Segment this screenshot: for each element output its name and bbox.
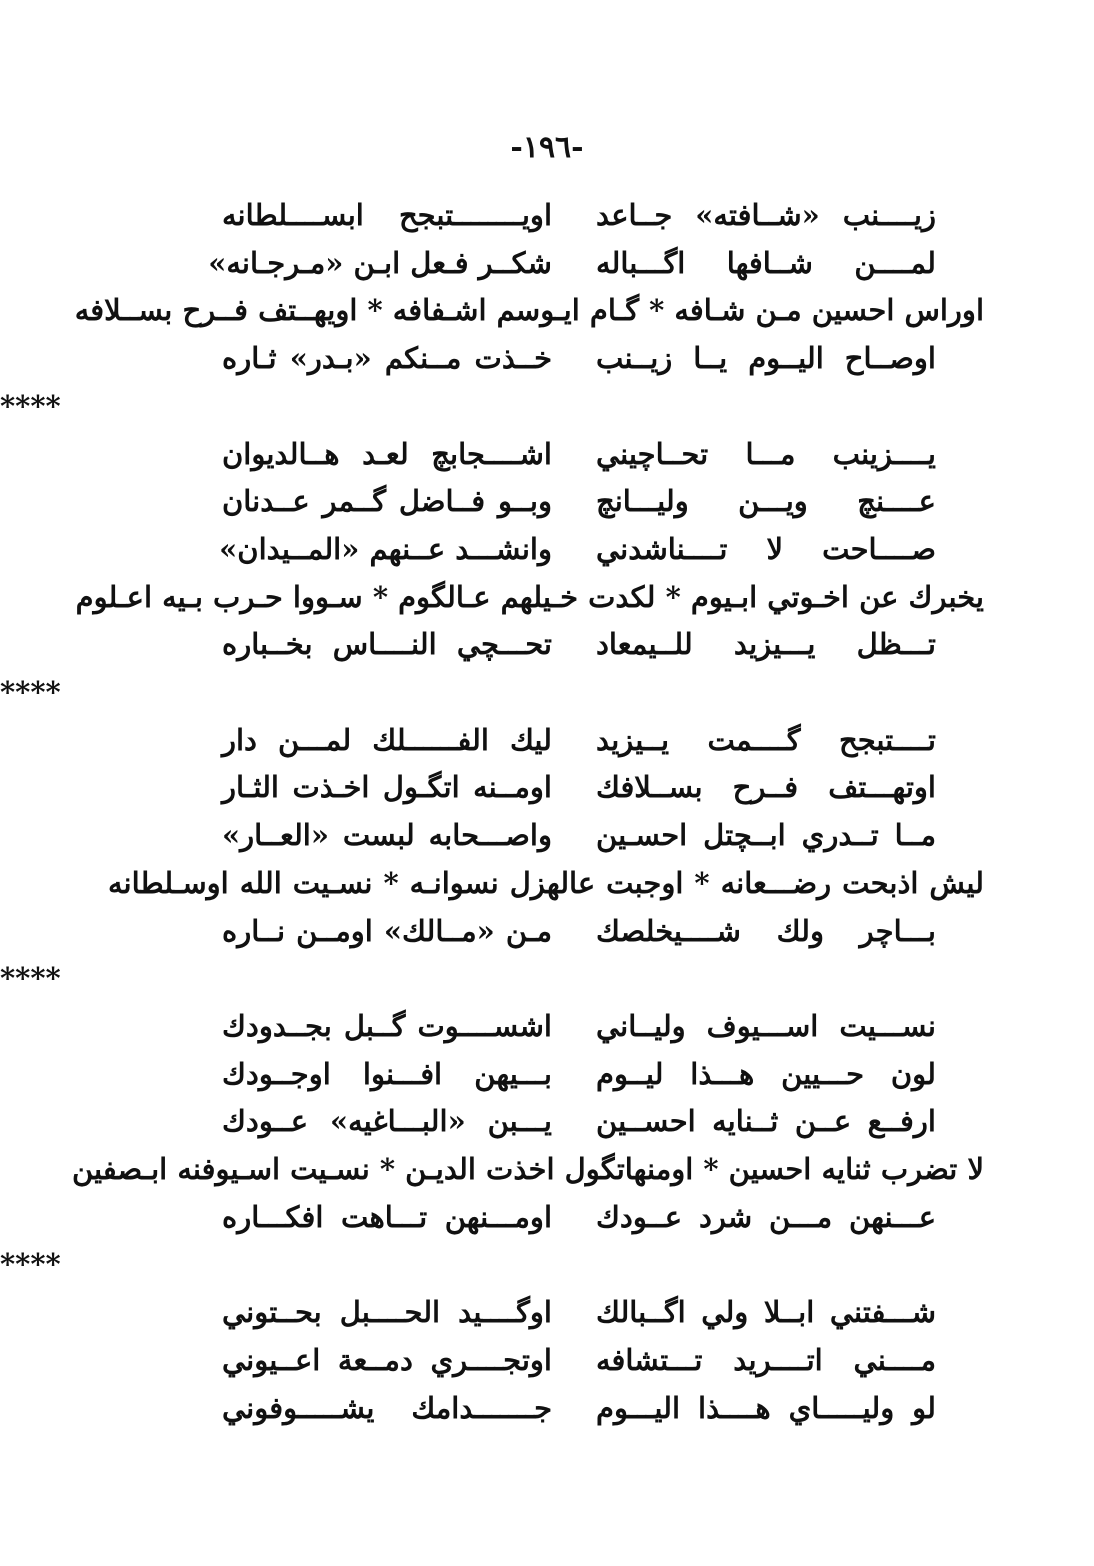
verse-second-hemistich: اومــنه اتگـول اخـذت الثـار [222, 770, 552, 804]
verse-second-hemistich: وبــو فــاضل گــمر عــدنان [222, 484, 552, 518]
verse-second-hemistich: واصـــحابه لبست «العــار» [222, 818, 552, 852]
verse-first-hemistich: صــــاحت لا تــــناشدني [596, 532, 936, 566]
verse-couplet [0, 1343, 1094, 1393]
verse-second-hemistich: وانشـــد عــنهم «المــيدان» [219, 532, 552, 566]
verse-wide-text: يخبرك عن اخـوتي ابـيوم * لكدت خـيلهم عـالگوم * سـووا حـرب بـيه اعـلوم [75, 580, 984, 614]
verse-second-hemistich: مـن «مــالك» اومــن نــاره [222, 914, 552, 948]
verse-wide-line [0, 866, 1094, 916]
verse-first-hemistich: زيــــنب «شــافته» جــاعد [596, 198, 936, 232]
verse-first-hemistich: شـــفتني ابــلا ولي اگــبالك [596, 1295, 936, 1329]
verse-first-hemistich: مــــني اتــــريد تـــتشافه [596, 1343, 936, 1377]
verse-couplet [0, 1295, 1094, 1345]
verse-first-hemistich: اوتهـــتف فــرح بســلافك [596, 770, 936, 804]
verse-couplet [0, 198, 1094, 248]
separator-asterisks: **** [0, 675, 61, 709]
stanza-separator [0, 389, 1094, 439]
verse-second-hemistich: ليك الفــــــلك لمـــن دار [222, 723, 552, 757]
verse-second-hemistich: اشــــجابچ لعـد هــالديوان [222, 437, 552, 471]
verse-couplet [0, 1057, 1094, 1107]
verse-second-hemistich: بـــيهن افـــنوا اوجــودك [222, 1057, 552, 1091]
verse-first-hemistich: عـــنهن مـــن شرد عــودك [596, 1200, 936, 1234]
verse-couplet [0, 770, 1094, 820]
verse-couplet [0, 723, 1094, 773]
verse-first-hemistich: ارفــع عــن ثــنايه احســين [596, 1104, 936, 1138]
page-number: -١٩٦- [510, 130, 584, 165]
verse-couplet [0, 532, 1094, 582]
verse-first-hemistich: يــــزينب مـــا تحــاچيني [596, 437, 936, 471]
verse-wide-line [0, 293, 1094, 343]
verse-couplet [0, 914, 1094, 964]
stanza-separator [0, 961, 1094, 1011]
verse-couplet [0, 484, 1094, 534]
separator-asterisks: **** [0, 389, 61, 423]
verse-first-hemistich: اوصــاح اليــوم يــا زيــنب [596, 341, 936, 375]
verse-couplet [0, 627, 1094, 677]
verse-wide-text: ليش اذبحت رضـــعانه * اوجبت عالهزل نسوانـه * نسـيت الله اوسـلطانه [108, 866, 984, 900]
verse-wide-line [0, 580, 1094, 630]
verse-couplet [0, 818, 1094, 868]
verse-second-hemistich: اومـــنهن تـــاهت افكـــاره [222, 1200, 552, 1234]
verse-second-hemistich: اوگــــيد الحــــبل بحــتوني [222, 1295, 552, 1329]
verse-second-hemistich: يـــبن «البـــاغيه» عــودك [222, 1104, 552, 1138]
stanza-separator [0, 1247, 1094, 1297]
verse-second-hemistich: اشســــوت گــبل بجــدودك [222, 1009, 552, 1043]
verse-second-hemistich: اوتجــــري دمــعة اعــيوني [222, 1343, 552, 1377]
separator-asterisks: **** [0, 961, 61, 995]
verse-couplet [0, 437, 1094, 487]
stanza-separator [0, 675, 1094, 725]
verse-first-hemistich: نســـيت اســـيوف وليــاني [596, 1009, 936, 1043]
verse-couplet [0, 1104, 1094, 1154]
verse-wide-line [0, 1152, 1094, 1202]
verse-first-hemistich: لو وليـــــاي هــــذا اليـــوم [596, 1391, 936, 1425]
verse-couplet [0, 1009, 1094, 1059]
verse-second-hemistich: تحـــچي النــــاس بخــباره [222, 627, 552, 661]
verse-couplet [0, 341, 1094, 391]
verse-second-hemistich: خــذت مــنكم «بـدر» ثـاره [222, 341, 552, 375]
separator-asterisks: **** [0, 1247, 61, 1281]
verse-couplet [0, 1391, 1094, 1441]
verse-wide-text: لا تضرب ثنايه احسين * اومنهاتگول اخذت الديـن * نسـيت اسـيوفنه ابـصفين [71, 1152, 984, 1186]
verse-second-hemistich: جـــــــدامك يشـــــوفوني [222, 1391, 552, 1425]
verse-couplet [0, 246, 1094, 296]
verse-first-hemistich: لون حـــيين هـــذا ليــوم [596, 1057, 936, 1091]
verse-first-hemistich: تـــظل يـــيزيد للــيمعاد [596, 627, 936, 661]
verse-couplet [0, 1200, 1094, 1250]
verse-first-hemistich: بـــاچر ولك شــــيخلصك [596, 914, 936, 948]
verse-first-hemistich: تــــتبجح گــــمت يــيزيد [596, 723, 936, 757]
verse-first-hemistich: لمــــن شــافها اگـــباله [596, 246, 936, 280]
verse-second-hemistich: شكــر فـعل ابـن «مـرجـانه» [208, 246, 552, 280]
verse-second-hemistich: اويــــــــتبجح ابســــلطانه [222, 198, 552, 232]
verse-first-hemistich: مــا تــدري ابــچتل احسـين [596, 818, 936, 852]
verse-wide-text: اوراس احسين مـن شـافه * گـام ايـوسم اشـفافه * اويهــتف فــرح بســلافه [74, 293, 984, 327]
verse-first-hemistich: عــــنچ ويـــن وليـــانچ [596, 484, 936, 518]
